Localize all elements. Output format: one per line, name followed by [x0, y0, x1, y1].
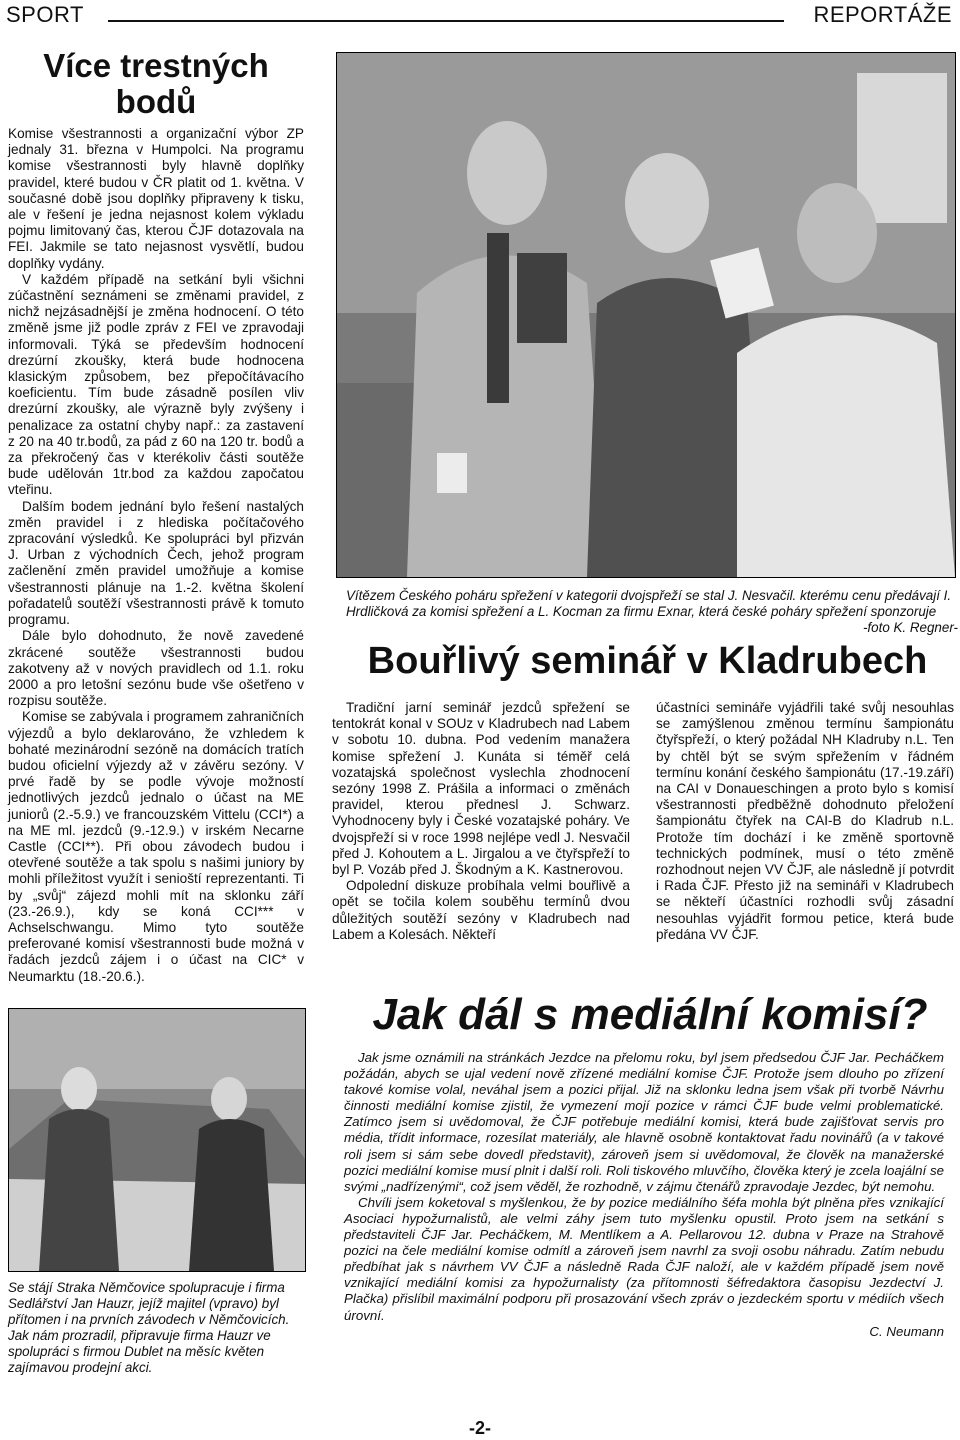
caption-text: Vítězem Českého poháru spřežení v kategorii dvojspřeží se stal J. Nesvačil. kterému cenu předávají I. Hrdličková za komisi spřežení a L. Kocman za firmu Exnar, která české poháry spřežení sponzoruje — [346, 588, 952, 619]
article-body-vice-trestnych-bodu — [8, 126, 304, 985]
article-title-bourlivy-seminar: Bouřlivý seminář v Kladrubech — [367, 640, 928, 682]
paragraph: Tradiční jarní seminář jezdců spřežení se tentokrát konal v SOUz v Kladrubech nad Labem v sobotu 10. dubna. Pod vedením manažera komise spřežení J. Kunáta si téměř celá vozatajská společnost vyslechla zhodnocení sezóny 1998 Z. Prášila a informaci o změnách pravidel, kterou přednesl J. Schwarz. Vyhodnoceny byly i České vozatajské poháry. Ve dvojspřeží si v roce 1998 nejlépe vedl J. Nesvačil před J. Kohoutem a L. Jirgalou a ve čtyřspřeží to byl P. Vozáb před J. Škodným a K. Kastnerovou. — [332, 700, 630, 878]
paragraph: V každém případě na setkání byli všichni zúčastnění seznámeni se změnami pravidel, z nichž nejzásadnější je změna hodnocení. O této změně jsme již podle zpráv z FEI ve zpravodaji informovali. Týká se především hodnocení drezúrní zkoušky, která bude hodnocena klasickým způsobem, bez přepočítávacího koeficientu. Tím bude zásadně posílen vliv drezúrní zkoušky, ale výrazně byly zvýšeny i penalizace za ostatní chyby např.: za zastavení z 20 na 40 tr.bodů, za pád z 60 na 120 tr. bodů a za překročený čas v kterékoliv části soutěže bude udělován 1tr.bod za každou započatou vteřinu. — [8, 271, 304, 498]
paragraph: Dalším bodem jednání bylo řešení nastalých změn pravidel i z hlediska počítačového zpracování výsledků. Ke spolupráci byl přizván J. Urban z východních Čech, jehož program začlenění změn pravidel umožňuje a komise všestrannosti plánuje na 1.-2. května školení pořadatelů soutěží všestrannosti právě k tomuto programu. — [8, 498, 304, 628]
paragraph: Jak jsme oznámili na stránkách Jezdce na přelomu roku, byl jsem předsedou ČJF Jar. Pecháčkem požádán, abych se ujal vedení nově zřízené mediální komise ČJF. Protože jsem dlouho po zřízení takové komise volal, neváhal jsem a pozici přijal. Již na sklonku ledna jsem však při tvorbě Návrhu činnosti mediální komise zjistil, že vymezení mojí pozice v rámci ČJF bude velmi problematické. Zatímco jsem si uvědomoval, že ČJF potřebuje mediální komisi, která bude zajišťovat servis pro média, třídit informace, rozesílat materiály, ale hlavně osobně kontaktovat řadu novinářů (a v takové roli jsem si sám sebe dovedl představit), zároveň jsem si uvědomoval, že člověk na manažerské pozici mediální komise musí plnit i další roli. Roli tiskového mluvčího, člověka který je zcela loajální se svými „nadřízenými“, což jsem věděl, že rozhodně, v zájmu čtenářů zpravodaje Jezdec, být nemohu. — [344, 1050, 944, 1194]
photo-car-trunk — [8, 1008, 306, 1272]
header-rule — [108, 20, 784, 22]
paragraph: účastníci semináře vyjádřili také svůj nesouhlas se zamýšlenou změnou termínu šampionátu čtyřspřeží, o který požádal NH Kladruby n.L. Ten by chtěl být se svým spřežením v řádném termínu konání českého šampionátu (17.-19.září) na CAI v Donaueschingen a proto bylo s komisí všestrannosti předběžně dohodnuto přeložení šampionátu čtyřek na CAI-B do Kladrub n.L. Protože tím dochází i ke změně sportovně technických podmínek, musí o této změně rozhodnout nejen VV ČJF, ale následně jí potvrdit i Rada ČJF. Přesto již na semináři v Kladrubech se někteří účastníci rozhodli svůj zásadní nesouhlas vyjádřit formou petice, která bude předána VV ČJF. — [656, 700, 954, 942]
article-body-seminar-col2 — [656, 700, 954, 943]
article-body-medialni-komise — [344, 1050, 944, 1340]
paragraph: Dále bylo dohodnuto, že nově zavedené zkrácené soutěže všestrannosti budou zakotveny až v nových pravidlech od 1.1. roku 2000 a pro letošní sezónu bude vše ošetřeno v rozpisu soutěže. — [8, 628, 304, 709]
article-body-seminar-col1 — [332, 700, 630, 943]
photo-award-ceremony — [336, 52, 956, 578]
photo-caption-award — [346, 588, 958, 636]
page-number: -2- — [469, 1418, 491, 1438]
author-signature: C. Neumann — [869, 1323, 944, 1339]
paragraph: Komise se zabývala i programem zahraničních výjezdů a bylo deklarováno, že vzhledem k bohaté mezinárodní sezóně na domácích tratích budou oficielní výjezdy až v závěru sezóny. V prvé řadě by se podle vývoje možností jednotlivých jezdců jednalo o účast na ME juniorů (2.-5.9.) ve francouzském Vittelu (CCI*) a na ME ml. jezdců (9.-12.9.) v irském Necarne Castle (CCI**). Při obou závodech budou i otevřené soutěže a tak spolu s našimi juniory by mohli příležitost využít i senioští reprezentanti. Ti by „svůj“ zájezd mohli mít na sklonku září (23.-26.9.), kdy se koná CCI*** v Achselschwangu. Mimo tyto soutěže preferované komisí všestrannosti bude možná v řadách jezdců zájem i o účast na CIC* v Neumarktu (18.-20.6.). — [8, 709, 304, 984]
section-label-reportaze: REPORTÁŽE — [813, 2, 952, 27]
photo-caption-stable: Se stájí Straka Němčovice spolupracuje i firma Sedlářství Jan Hauzr, jejíž majitel (vpravo) byl přítomen i na prvních závodech v Němčovicích. Jak nám prozradil, připravuje firma Hauzr ve spolupráci s firmou Dublet na měsíc květen zajímavou prodejní akci. — [8, 1280, 290, 1375]
photo-credit: -foto K. Regner- — [862, 620, 958, 635]
section-label-sport: SPORT — [6, 2, 84, 27]
article-title-medialni-komise: Jak dál s mediální komisí? — [372, 990, 928, 1039]
paragraph: Komise všestrannosti a organizační výbor ZP jednaly 31. března v Humpolci. Na programu komise všestrannosti byly hlavně doplňky pravidel, které budou v ČR platit od 1. května. V současné době jsou doplňky připraveny k tisku, ale v řešení je jedna nejasnost kolem výkladu pojmu limitovaný čas, kterou ČJF dotazovala na FEI. Jakmile se tato nejasnost vysvětlí, budou doplňky vydány. — [8, 126, 304, 271]
paragraph: Odpolední diskuze probíhala velmi bouřlivě a opět se točila kolem souběhu termínů dvou důležitých soutěží sezóny v Kladrubech nad Labem a Kolesách. Někteří — [332, 878, 630, 942]
paragraph: Chvíli jsem koketoval s myšlenkou, že by pozice mediálního šéfa mohla být plněna přes vznikající Asociaci hypožurnalistů, ale velmi záhy jsem tuto myšlenku opustil. Proto jsem na setkání s představiteli ČJF Jar. Pecháčkem, M. Mentlíkem a A. Pellarovou 12. dubna v Praze na Strahově pozici na čele mediální komise odmítl a zároveň jsem navrhl za svoji osobu náhradu. Zatím nebudu předbíhat jak s návrhem VV ČJF a následně Rada ČJF naloží, ale v každém případě jsem nově vznikající mediální komisi za hypožurnalisty (za přítomnosti šéfredaktora časopisu Jezdectví J. Plačka) přislíbil maximální podporu při prosazování všech zpráv o jezdeckém sportu v médiích všech úrovní. — [344, 1194, 944, 1323]
article-title-vice-trestnych-bodu: Více trestných bodů — [43, 47, 269, 120]
